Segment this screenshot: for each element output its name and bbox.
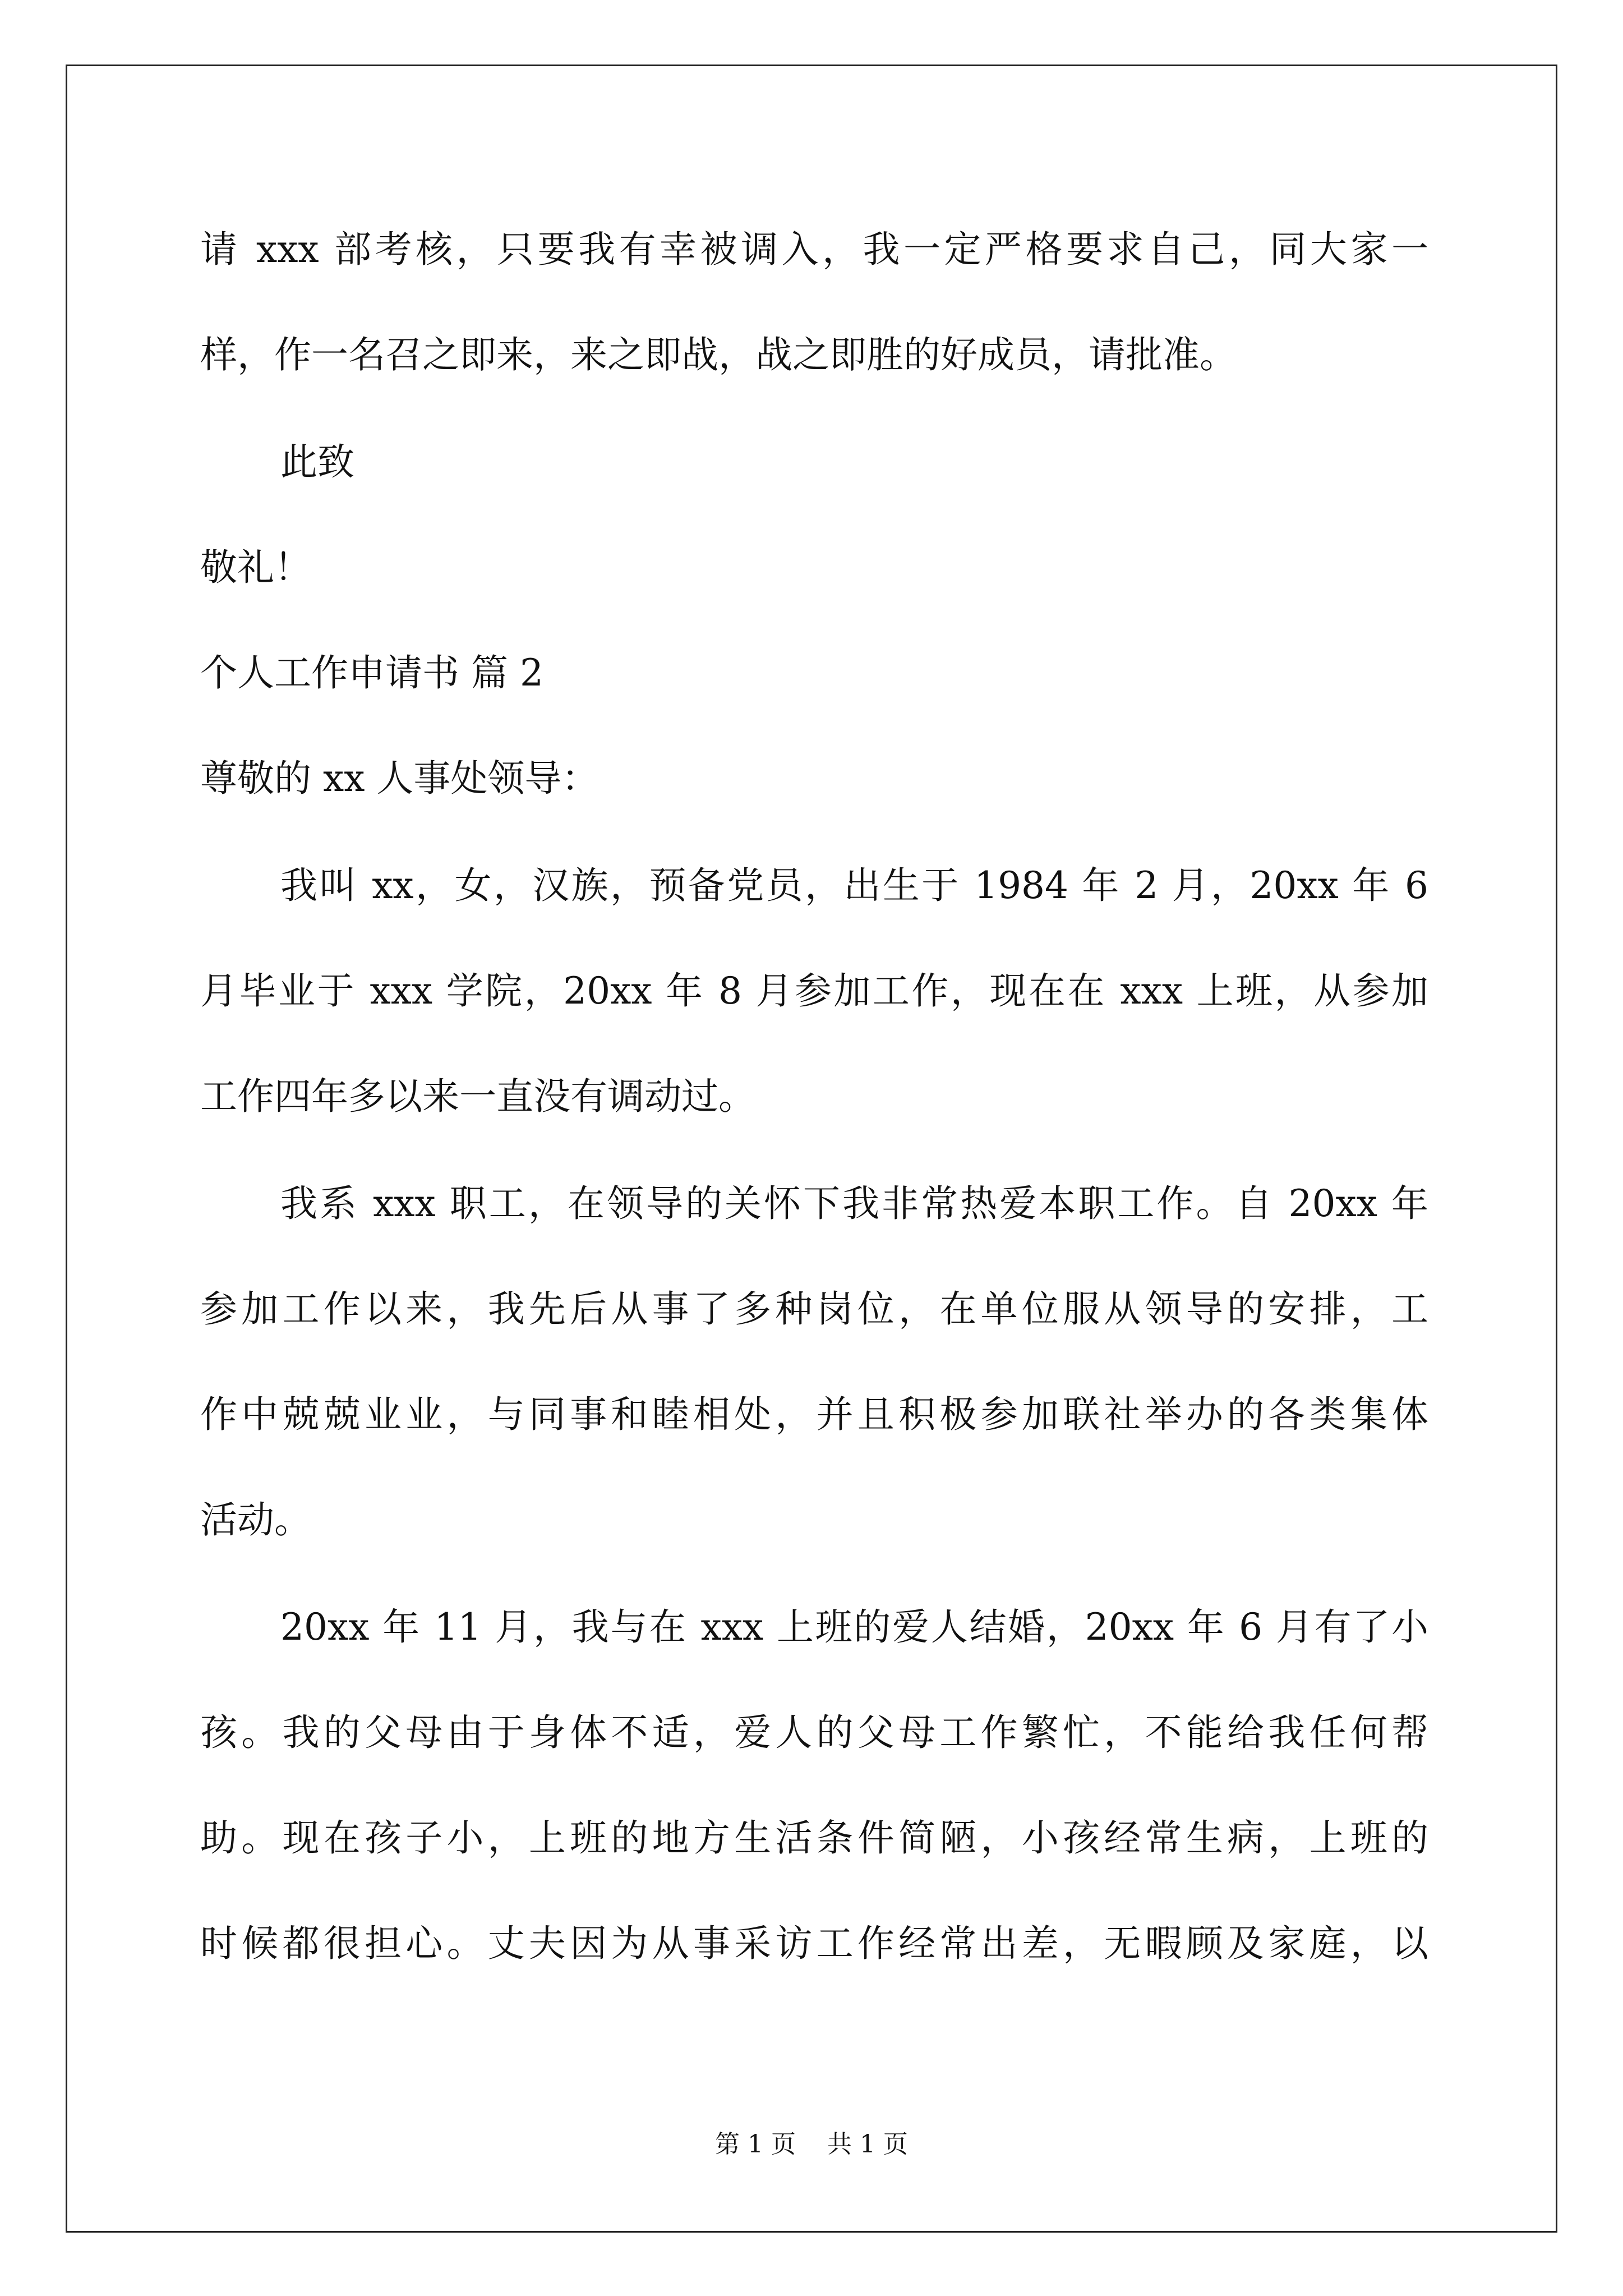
body-line-13: 活动。 <box>200 1498 311 1542</box>
body-line-15: 孩。我的父母由于身体不适，爱人的父母工作繁忙，不能给我任何帮 <box>200 1711 1428 1754</box>
body-line-2: 样，作一名召之即来，来之即战，战之即胜的好成员，请批准。 <box>200 333 1237 376</box>
body-line-16: 助。现在孩子小，上班的地方生活条件简陋，小孩经常生病，上班的 <box>200 1816 1428 1860</box>
body-line-8: 月毕业于 xxx 学院，20xx 年 8 月参加工作，现在在 xxx 上班，从参加 <box>200 969 1428 1013</box>
body-line-9: 工作四年多以来一直没有调动过。 <box>200 1075 755 1118</box>
page-footer: 第 1 页 共 1 页 <box>715 2130 908 2159</box>
body-line-11: 参加工作以来，我先后从事了多种岗位，在单位服从领导的安排，工 <box>200 1287 1428 1331</box>
closing-regards: 敬礼！ <box>200 546 311 589</box>
letter-greeting: 尊敬的 xx 人事处领导： <box>200 757 599 800</box>
body-line-12: 作中兢兢业业，与同事和睦相处，并且积极参加联社举办的各类集体 <box>200 1393 1428 1436</box>
body-line-10: 我系 xxx 职工，在领导的关怀下我非常热爱本职工作。自 20xx 年 <box>280 1182 1428 1225</box>
page-border <box>66 65 1557 2233</box>
body-line-14: 20xx 年 11 月，我与在 xxx 上班的爱人结婚，20xx 年 6 月有了小 <box>280 1605 1428 1649</box>
closing-salutation: 此致 <box>280 440 354 484</box>
body-line-7: 我叫 xx，女，汉族，预备党员，出生于 1984 年 2 月，20xx 年 6 <box>280 864 1428 907</box>
body-line-1: 请 xxx 部考核，只要我有幸被调入，我一定严格要求自己，同大家一 <box>200 228 1428 271</box>
section-heading: 个人工作申请书 篇 2 <box>200 651 543 694</box>
body-line-17: 时候都很担心。丈夫因为从事采访工作经常出差，无暇顾及家庭，以 <box>200 1922 1428 1965</box>
